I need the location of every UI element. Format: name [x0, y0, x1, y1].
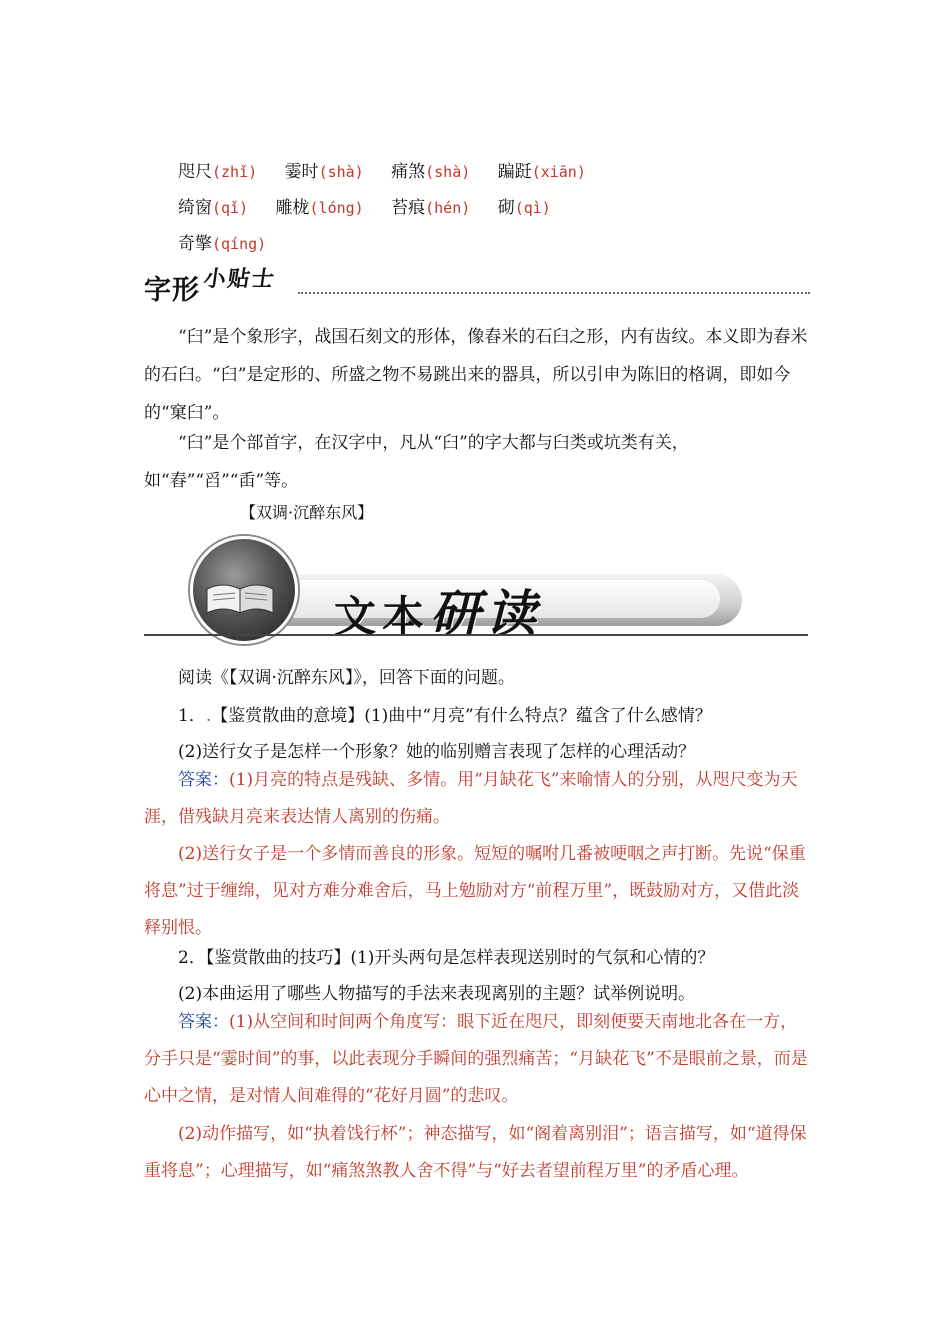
answer-1-part-2: (2)送行女子是一个多情而善良的形象。短短的嘱咐几番被哽咽之声打断。先说“保重将息”过于缠绵，见对方难分难舍后，马上勉励对方“前程万里”，既鼓励对方，又借此淡释别恨。	[144, 844, 806, 938]
vocab-item: 痛煞(shà)	[391, 162, 471, 182]
section-title: 文本研读	[334, 584, 543, 643]
question-1-part-2: (2)送行女子是怎样一个形象？她的临别赠言表现了怎样的心理活动？	[178, 742, 696, 762]
reading-instruction: 阅读《【双调·沉醉东风】》，回答下面的问题。	[178, 668, 515, 688]
vocab-item: 绮窗(qǐ)	[178, 198, 249, 218]
tip-paragraph-2: “臼”是个部首字，在汉字中，凡从“臼”的字大都与臼类或坑类有关，如“舂”“舀”“臿”等。	[144, 433, 689, 491]
vocab-item: 砌(qì)	[497, 198, 551, 218]
dotted-divider	[298, 292, 810, 294]
vocab-item: 奇擎(qíng)	[178, 234, 267, 254]
answer-1-part-1: 答案：(1)月亮的特点是残缺、多情。用“月缺花飞”来喻情人的分别，从咫尺变为天涯，借残缺月亮来表达情人离别的伤痛。	[144, 770, 798, 827]
glyph-tip-banner	[140, 258, 810, 306]
vocab-item: 蹁跹(xiān)	[497, 162, 586, 182]
vocabulary-list	[178, 154, 608, 262]
vocab-row-1	[178, 154, 608, 190]
tip-banner-subtitle: 小贴士	[201, 267, 278, 292]
tip-paragraph-1: “臼”是个象形字，战国石刻文的形体，像舂米的石臼之形，内有齿纹。本义即为舂米的石臼。“臼”是定形的、所盛之物不易跳出来的器具，所以引申为陈旧的格调，即如今的“窠臼”。	[144, 327, 808, 423]
open-book-icon	[190, 536, 298, 644]
tip-banner-title: 字形	[144, 275, 200, 306]
vocab-row-2	[178, 190, 608, 226]
answer-2-part-1: 答案：(1)从空间和时间两个角度写：眼下近在咫尺，即刻便要天南地北各在一方，分手只是“霎时间”的事，以此表现分手瞬间的强烈痛苦；“月缺花飞”不是眼前之景，而是心中之情，是对情人间难得的“花好月圆”的悲叹。	[144, 1012, 808, 1106]
answer-2-part-2: (2)动作描写，如“执着饯行杯”；神态描写，如“阁着离别泪”；语言描写，如“道得保重将息”；心理描写，如“痛煞煞教人舍不得”与“好去者望前程万里”的矛盾心理。	[144, 1124, 807, 1181]
question-2-part-2: (2)本曲运用了哪些人物描写的手法来表现离别的主题？试举例说明。	[178, 984, 696, 1004]
vocab-row-3	[178, 226, 608, 262]
section-banner	[142, 534, 808, 643]
poem-title: 【双调·沉醉东风】	[240, 503, 374, 522]
vocab-item: 霎时(shà)	[284, 162, 364, 182]
question-2: 2．【鉴赏散曲的技巧】(1)开头两句是怎样表现送别时的气氛和心情的？	[178, 948, 715, 968]
vocab-item: 雕栊(lóng)	[275, 198, 364, 218]
book-icon	[205, 579, 275, 615]
question-1: 1．.【鉴赏散曲的意境】(1)曲中“月亮”有什么特点？蕴含了什么感情？	[178, 706, 712, 726]
vocab-item: 苔痕(hén)	[391, 198, 471, 218]
section-underline	[144, 634, 808, 636]
vocab-item: 咫尺(zhǐ)	[178, 162, 258, 182]
